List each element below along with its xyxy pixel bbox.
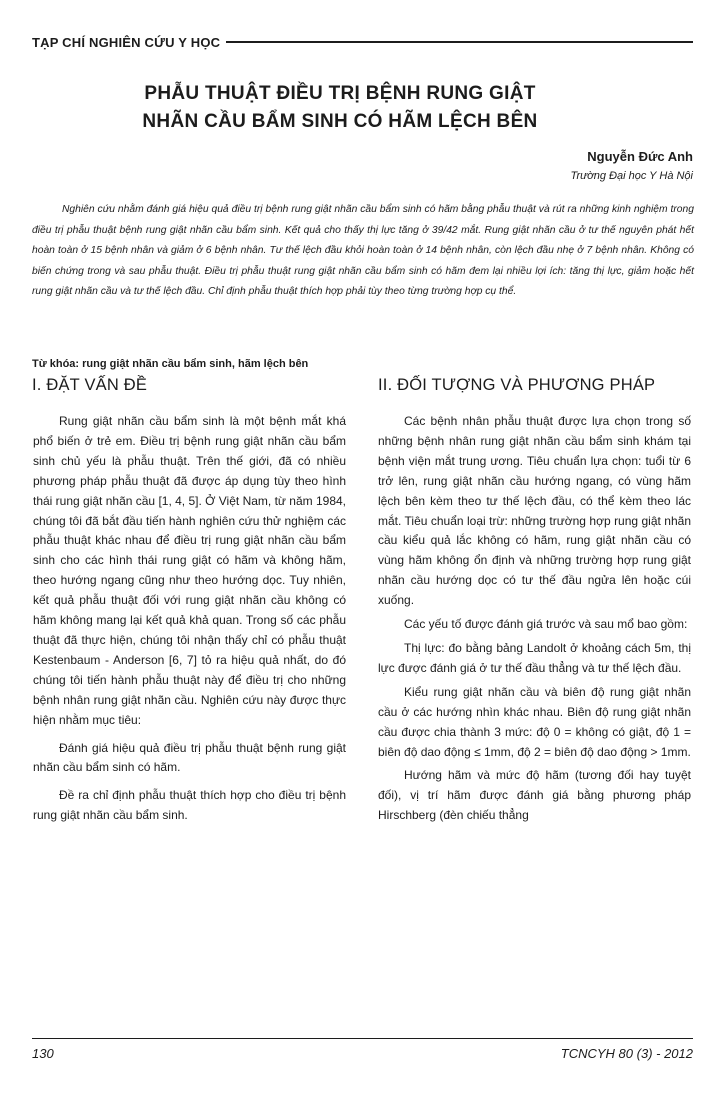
journal-issue: TCNCYH 80 (3) - 2012 (560, 1046, 693, 1061)
right-column (378, 412, 691, 830)
methods-paragraph: Các yếu tố được đánh giá trước và sau mổ bao gồm: (404, 617, 688, 632)
author-name: Nguyễn Đức Anh (587, 149, 693, 164)
left-column (33, 412, 346, 834)
author-affiliation: Trường Đại học Y Hà Nội (570, 170, 693, 182)
methods-paragraph: Thị lực: đo bằng bảng Landolt ở khoảng cách 5m, thị lực được đánh giá ở tư thế đầu thẳng và tư thế lệch đầu. (378, 640, 691, 675)
objective-paragraph: Đề ra chỉ định phẫu thuật thích hợp cho điều trị bệnh rung giật nhãn cầu bẩm sinh. (33, 788, 346, 823)
objective-paragraph: Đánh giá hiệu quả điều trị phẫu thuật bệnh rung giật nhãn cầu bẩm sinh có hãm. (33, 740, 346, 775)
section-heading-introduction: I. ĐẶT VẤN ĐỀ (32, 376, 148, 394)
keywords: Từ khóa: rung giật nhãn cầu bẩm sinh, hãm lệch bên (32, 358, 309, 370)
article-title (80, 80, 600, 136)
title-line-2: NHÃN CẦU BẨM SINH CÓ HÃM LỆCH BÊN (142, 111, 538, 132)
title-line-1: PHẪU THUẬT ĐIỀU TRỊ BỆNH RUNG GIẬT (144, 83, 536, 104)
methods-paragraph: Kiểu rung giật nhãn cầu và biên độ rung giật nhãn cầu ở các hướng nhìn khác nhau. Biên độ rung giật nhãn cầu được chia thành 3 mức: độ 0 = không có giật, độ 1 = biên độ dao động ≤ 1mm, độ 2 = biên độ dao động > 1mm. (378, 684, 691, 759)
header-rule (226, 41, 693, 43)
methods-paragraph: Hướng hãm và mức độ hãm (tương đối hay tuyệt đối), vị trí hãm được đánh giá bằng phương pháp Hirschberg (đèn chiếu thẳng (378, 768, 691, 823)
methods-paragraph: Các bệnh nhân phẫu thuật được lựa chọn trong số những bệnh nhân rung giật nhãn cầu bẩm sinh khám tại bệnh viện mắt trung ương. Tiêu chuẩn lựa chọn: tuổi từ 6 trở lên, rung giật nhãn cầu hướng ngang, có vùng hãm lệch bên kèm theo tư thế lệch đầu, có thể kèm theo lác mắt. Tiêu chuẩn loại trừ: những trường hợp rung giật nhãn cầu kiểu quả lắc không có hãm, rung giật nhãn cầu có vùng hãm không ổn định và những trường hợp rung giật nhãn cầu hướng dọc có tư thế đầu ngửa lên hoặc cúi xuống. (378, 414, 691, 608)
journal-name: TẠP CHÍ NGHIÊN CỨU Y HỌC (32, 34, 221, 50)
journal-header (32, 32, 693, 52)
intro-paragraph: Rung giật nhãn cầu bẩm sinh là một bệnh mắt khá phổ biến ở trẻ em. Điều trị bệnh rung giật nhãn cầu bẩm sinh chủ yếu là phẫu thuật. Trên thế giới, đã có nhiều phương pháp phẫu thuật đã được áp dụng tùy theo hình thái rung giật nhãn cầu [1, 4, 5]. Ở Việt Nam, từ năm 1984, chúng tôi đã bắt đầu tiến hành nghiên cứu thử nghiệm các phẫu thuật khác nhau để điều trị rung giật nhãn cầu bẩm sinh cho các hình thái rung giật có hãm và không hãm, theo hướng ngang cũng như theo hướng dọc. Tuy nhiên, kết quả phẫu thuật đối với rung giật nhãn cầu không có hãm không mang lại kết quả khả quan. Trong số các phẫu thuật đã thực hiện, chúng tôi nhận thấy chỉ có phẫu thuật Kestenbaum - Anderson [6, 7] tỏ ra hiệu quả nhất, do đó chúng tôi tiến hành phẫu thuật này để điều trị cho những bệnh nhân rung giật nhãn cầu. Nghiên cứu này được thực hiện nhằm mục tiêu: (33, 414, 346, 727)
section-heading-methods: II. ĐỐI TƯỢNG VÀ PHƯƠNG PHÁP (378, 376, 656, 394)
footer-rule (32, 1038, 693, 1039)
abstract: Nghiên cứu nhằm đánh giá hiệu quả điều trị bệnh rung giật nhãn cầu bẩm sinh có hãm bằng phẫu thuật và rút ra những kinh nghiệm trong điều trị phẫu thuật bệnh rung giật nhãn cầu bẩm sinh. Kết quả cho thấy thị lực tăng ở 39/42 mắt. Rung giật nhãn cầu ở tư thế nguyên phát hết hoàn toàn ở 15 bệnh nhân và giảm ở 6 bệnh nhân. Tư thế lệch đầu khỏi hoàn toàn ở 14 bệnh nhân, còn lệch đầu nhẹ ở 7 bệnh nhân. Không có biến chứng trong và sau phẫu thuật. Điều trị phẫu thuật rung giật nhãn cầu bẩm sinh có hãm đem lại nhiều lợi ích: tăng thị lực, giảm hoặc hết rung giật nhãn cầu và tư thế lệch đầu. Chỉ định phẫu thuật thích hợp phải tùy theo từng trường hợp cụ thể. (32, 204, 694, 297)
page-number: 130 (32, 1046, 54, 1061)
